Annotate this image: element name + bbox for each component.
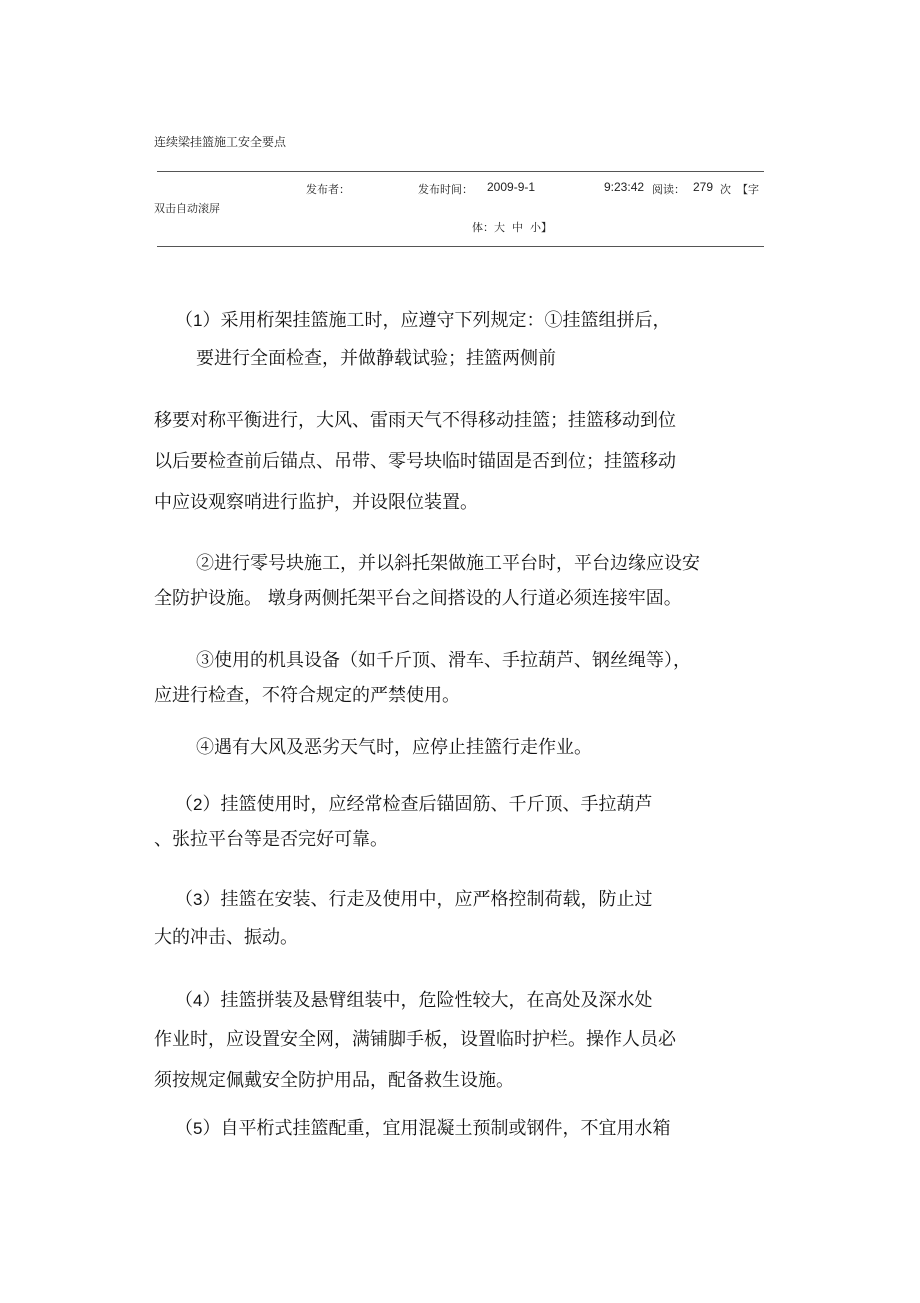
section-1-line-2: 要进行全面检查，并做静载试验；挂篮两侧前 bbox=[196, 348, 556, 369]
section-1-line-4: 以后要检查前后锚点、吊带、零号块临时锚固是否到位；挂篮移动 bbox=[154, 451, 676, 472]
page-title: 连续梁挂篮施工安全要点 bbox=[154, 135, 287, 149]
section-5-number: 5 bbox=[193, 1119, 203, 1138]
section-4-open-paren: （ bbox=[175, 990, 193, 1011]
read-count: 279 bbox=[693, 180, 714, 194]
item-2-line-2: 全防护设施。 墩身两侧托架平台之间搭设的人行道必须连接牢固。 bbox=[154, 588, 682, 609]
font-size-options[interactable]: 体：大 中 小】 bbox=[472, 221, 552, 234]
section-4-line-2: 作业时，应设置安全网，满铺脚手板，设置临时护栏。操作人员必 bbox=[154, 1029, 676, 1050]
read-label: 阅读： bbox=[652, 183, 685, 196]
font-size-bracket-start: 【字 bbox=[737, 183, 759, 196]
read-unit: 次 bbox=[720, 183, 731, 196]
item-3-line-2: 应进行检查，不符合规定的严禁使用。 bbox=[154, 685, 460, 706]
item-2-line-1: ②进行零号块施工，并以斜托架做施工平台时，平台边缘应设安 bbox=[196, 553, 700, 574]
section-4-line-1 bbox=[175, 986, 652, 1012]
header-divider-top bbox=[157, 171, 764, 172]
section-3-open-paren: （ bbox=[175, 889, 193, 910]
section-2-line-2: 、张拉平台等是否完好可靠。 bbox=[154, 829, 388, 850]
section-5-line-1 bbox=[175, 1114, 670, 1140]
section-3-line-1 bbox=[175, 885, 652, 911]
section-1-line-1 bbox=[175, 306, 670, 332]
section-2-line-1 bbox=[175, 790, 652, 816]
publish-date: 2009-9-1 bbox=[487, 180, 536, 194]
publish-time: 9:23:42 bbox=[604, 180, 645, 194]
header-divider-bottom bbox=[157, 246, 764, 247]
section-4-text: ）挂篮拼装及悬臂组装中，危险性较大，在高处及深水处 bbox=[202, 990, 653, 1011]
section-1-text: ）采用桁架挂篮施工时，应遵守下列规定：①挂篮组拼后， bbox=[202, 310, 671, 331]
section-1-line-3: 移要对称平衡进行，大风、雷雨天气不得移动挂篮；挂篮移动到位 bbox=[154, 410, 676, 431]
section-4-line-3: 须按规定佩戴安全防护用品，配备救生设施。 bbox=[154, 1070, 514, 1091]
section-2-open-paren: （ bbox=[175, 794, 193, 815]
section-4-number: 4 bbox=[193, 991, 203, 1010]
publish-time-label: 发布时间： bbox=[418, 183, 473, 196]
auto-scroll-link[interactable]: 双击自动滚屏 bbox=[154, 202, 220, 215]
item-3-line-1: ③使用的机具设备（如千斤顶、滑车、手拉葫芦、钢丝绳等）， bbox=[196, 650, 691, 671]
publisher-label: 发布者： bbox=[306, 183, 350, 196]
section-1-line-5: 中应设观察哨进行监护，并设限位装置。 bbox=[154, 492, 478, 513]
section-1-number: 1 bbox=[193, 311, 203, 330]
section-1-open-paren: （ bbox=[175, 310, 193, 331]
item-4-line-1: ④遇有大风及恶劣天气时，应停止挂篮行走作业。 bbox=[196, 737, 592, 758]
section-2-number: 2 bbox=[193, 795, 203, 814]
section-3-number: 3 bbox=[193, 890, 203, 909]
section-5-open-paren: （ bbox=[175, 1118, 193, 1139]
section-5-text: ）自平桁式挂篮配重，宜用混凝土预制或钢件，不宜用水箱 bbox=[202, 1118, 671, 1139]
section-2-text: ）挂篮使用时，应经常检查后锚固筋、千斤顶、手拉葫芦 bbox=[202, 794, 653, 815]
section-3-text: ）挂篮在安装、行走及使用中，应严格控制荷载，防止过 bbox=[202, 889, 653, 910]
section-3-line-2: 大的冲击、振动。 bbox=[154, 927, 298, 948]
